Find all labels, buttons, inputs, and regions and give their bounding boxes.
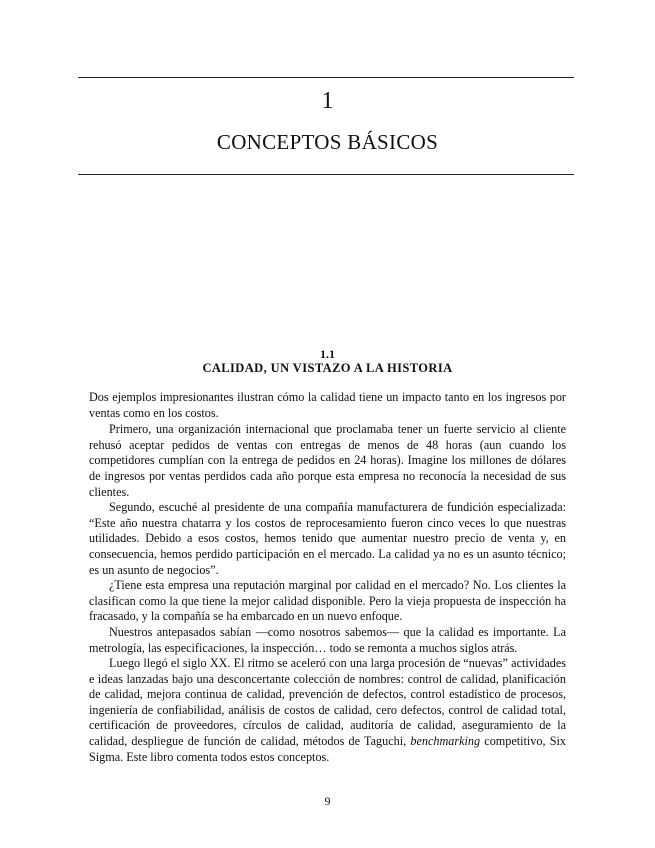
paragraph-6-italic-term: benchmarking <box>410 734 481 749</box>
page-number: 9 <box>324 794 331 808</box>
section-title: CALIDAD, UN VISTAZO A LA HISTORIA <box>202 361 453 375</box>
paragraph-2: Primero, una organización internacional que proclamaba tener un fuerte servicio al cliente rehusó aceptar pedidos de ventas con entregas de menos de 48 horas (aun cuando los competidores cumplían con la entrega de pedidos en 24 horas). Imagine los millones de dólares de ingresos por ventas perdidos cada año porque esta empresa no reconocía la necesidad de sus clientes. <box>89 422 566 499</box>
paragraph-6-text-a: Luego llegó el siglo XX. El ritmo se aceleró con una larga procesión de “nuevas” actividades e ideas lanzadas bajo una desconcertante colección de nombres: control de calidad, planificación de calidad, mejora continua de calidad, prevención de defectos, control estadístico de procesos, ingeniería de confiabilidad, análisis de costos de calidad, cero defectos, control de calidad total, certificación de proveedores, círculos de calidad, auditoría de calidad, aseguramiento de la calidad, despliegue de función de calidad, métodos de Taguchi, <box>89 656 566 749</box>
body-text <box>89 390 566 765</box>
section-number: 1.1 <box>320 347 335 361</box>
paragraph-3: Segundo, escuché al presidente de una compañía manufacturera de fundición especializada: “Este año nuestra chatarra y los costos de reprocesamiento fueron cinco veces lo que nuestras utilidades. Debido a esos costos, hemos tenido que aumentar nuestro precio de venta y, en consecuencia, hemos perdido participación en el mercado. La calidad ya no es un asunto técnico; es un asunto de negocios”. <box>89 500 566 577</box>
paragraph-1: Dos ejemplos impresionantes ilustran cómo la calidad tiene un impacto tanto en los ingresos por ventas como en los costos. <box>89 390 566 420</box>
paragraph-5: Nuestros antepasados sabían —como nosotros sabemos— que la calidad es importante. La metrología, las especificaciones, la inspección… todo se remonta a muchos siglos atrás. <box>89 624 566 655</box>
bottom-rule <box>78 174 574 175</box>
paragraph-4: ¿Tiene esta empresa una reputación marginal por calidad en el mercado? No. Los clientes la clasifican como la que tiene la mejor calidad disponible. Pero la vieja propuesta de inspección ha fracasado, y la compañía se ha embarcado en un nuevo enfoque. <box>89 578 566 624</box>
top-rule <box>78 77 574 78</box>
paragraph-6 <box>89 656 566 765</box>
chapter-number: 1 <box>321 88 334 114</box>
chapter-title: CONCEPTOS BÁSICOS <box>216 130 439 154</box>
paragraph-6-text-b: competitivo, Six Sigma. Este libro comenta todos estos conceptos. <box>89 734 567 764</box>
